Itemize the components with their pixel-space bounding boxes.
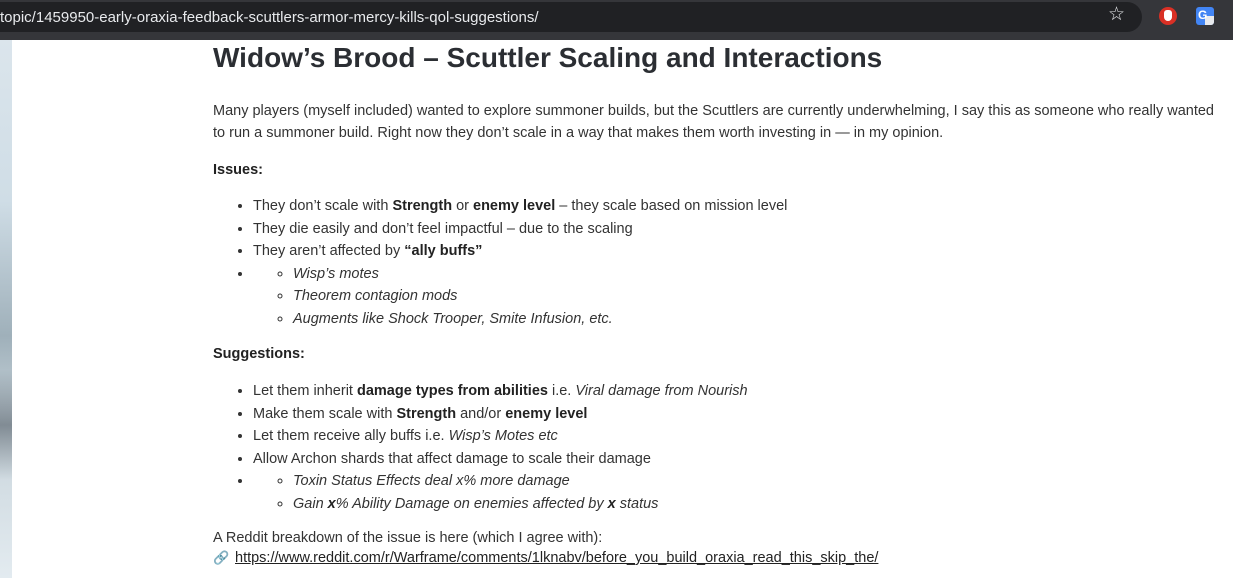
ally-buffs-sublist: [253, 263, 787, 331]
post-heading: Widow’s Brood – Scuttler Scaling and Interactions: [213, 42, 883, 73]
background-image-strip: [0, 40, 12, 578]
sublist-item: ◦ • Wisp’s motes: [293, 263, 787, 286]
link-icon: 🔗: [213, 550, 230, 565]
sublist-item: ◦ Gain x% Ability Damage on enemies affected by x status: [293, 493, 748, 516]
sublist-item: ◦ Augments like Shock Trooper, Smite Infusion, etc.: [293, 308, 787, 331]
browser-toolbar: [0, 0, 1233, 40]
list-item: [253, 470, 748, 515]
issues-list: [237, 195, 787, 330]
google-translate-icon[interactable]: G: [1196, 7, 1214, 25]
suggestions-label: Suggestions:: [213, 346, 305, 362]
reddit-link-row: [213, 550, 878, 566]
reddit-intro: A Reddit breakdown of the issue is here (which I agree with):: [213, 530, 603, 546]
star-icon[interactable]: ☆: [1108, 4, 1126, 25]
sublist-item: ◦ • Toxin Status Effects deal x% more damage: [293, 470, 748, 493]
hand-stop-icon[interactable]: [1159, 7, 1177, 25]
sublist-item: ◦ Theorem contagion mods: [293, 285, 787, 308]
address-bar[interactable]: [0, 2, 1142, 32]
list-item: • They die easily and don’t feel impactful – due to the scaling: [253, 218, 787, 241]
list-item: • Let them receive ally buffs i.e. Wisp’s Motes etc: [253, 425, 748, 448]
issues-label: Issues:: [213, 162, 263, 178]
list-item: • They don’t scale with Strength or enemy level – they scale based on mission level: [253, 195, 787, 218]
list-item: [253, 263, 787, 330]
intro-paragraph: Many players (myself included) wanted to explore summoner builds, but the Scuttlers are currently underwhelming, I say this as someone who really wanted to run a summoner build. Right now they don’t scale in a way that makes them worth investing in — in my opinion.: [213, 103, 1214, 141]
list-item: • Let them inherit damage types from abilities i.e. Viral damage from Nourish: [253, 380, 748, 403]
list-item: • Make them scale with Strength and/or enemy level: [253, 403, 748, 426]
reddit-link[interactable]: https://www.reddit.com/r/Warframe/comments/1lknabv/before_you_build_oraxia_read_this_skip_the/: [235, 550, 879, 566]
list-item: • Allow Archon shards that affect damage to scale their damage: [253, 448, 748, 471]
archon-sublist: [253, 470, 748, 515]
address-url[interactable]: topic/1459950-early-oraxia-feedback-scuttlers-armor-mercy-kills-qol-suggestions/: [0, 9, 539, 26]
list-item: • They aren’t affected by “ally buffs”: [253, 240, 787, 263]
suggestions-list: [237, 380, 748, 515]
